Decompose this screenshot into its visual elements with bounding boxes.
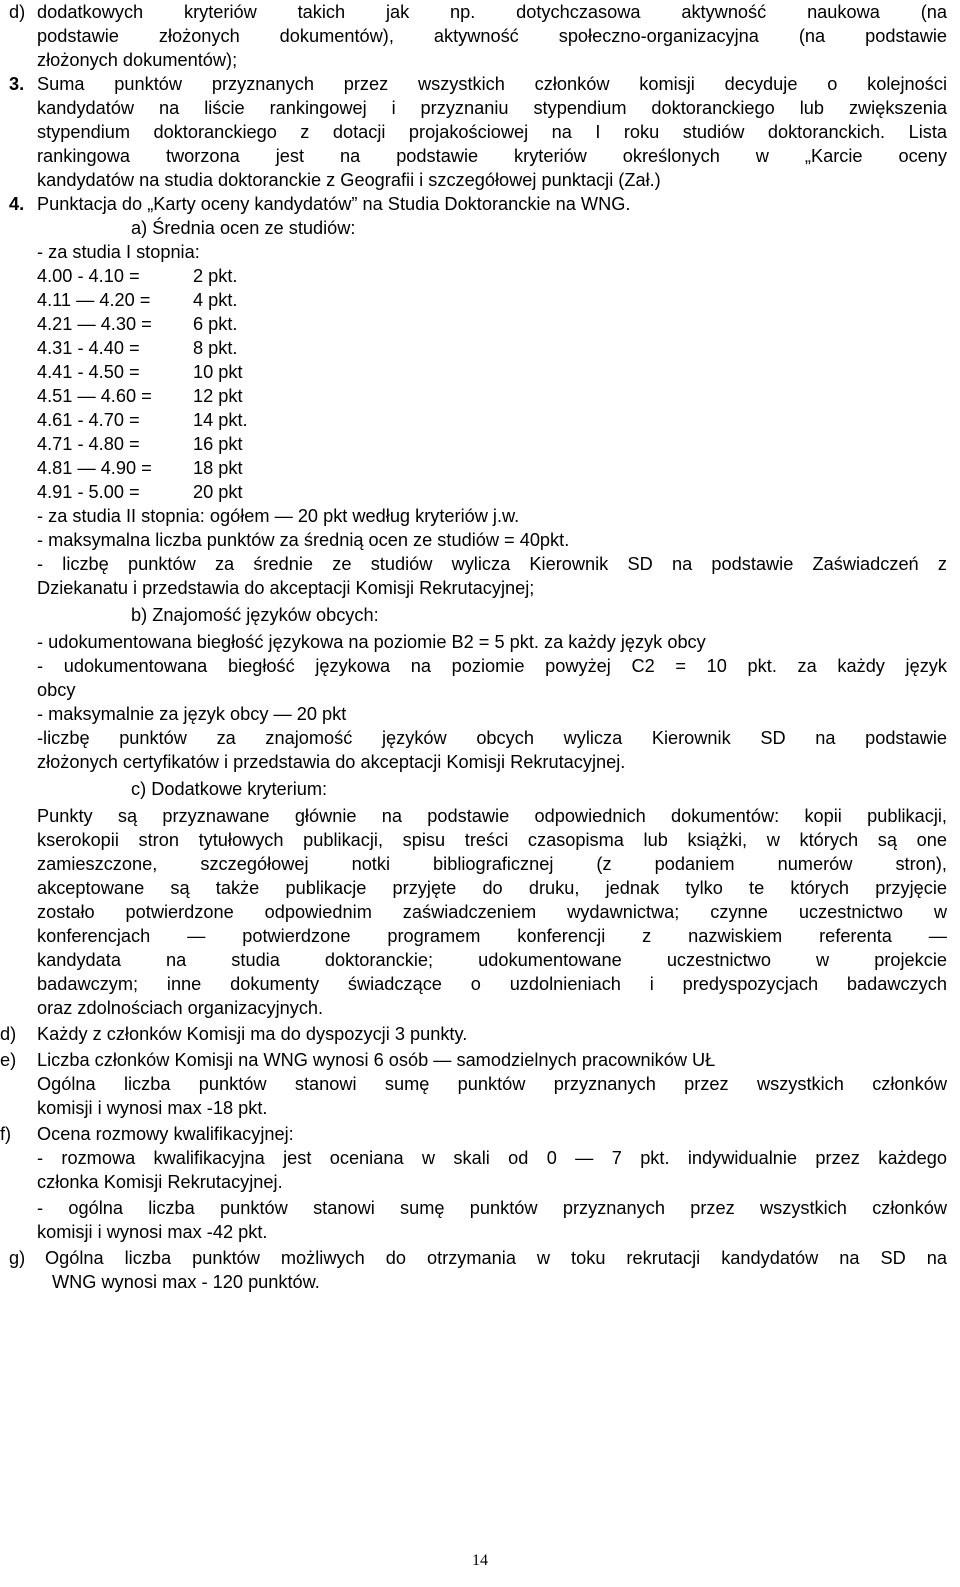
item-e-marker: e) [0,1050,17,1070]
c-line: oraz zdolnościach organizacyjnych. [37,998,324,1018]
item-d-top-marker: d) [9,2,26,22]
c-line: kserokopii stron tytułowych publikacji, spisu treści czasopisma lub książki, w których są one [37,830,947,850]
item-e-text: Liczba członków Komisji na WNG wynosi 6 osób — samodzielnych pracowników UŁ [37,1050,716,1070]
b-calc-line-1: -liczbę punktów za znajomość języków obcych wylicza Kierownik SD na podstawie [37,728,947,748]
item-d-top-line-3: złożonych dokumentów); [37,50,238,70]
c-heading: c) Dodatkowe kryterium: [131,779,328,799]
item-f-line-3: - ogólna liczba punktów stanowi sumę punktów przyznanych przez wszystkich członków [37,1198,947,1218]
item-d-top-text: dodatkowych kryteriów takich jak np. dotychczasowa aktywność naukowa (na [37,2,947,22]
item-d-top-line-2: podstawie złożonych dokumentów), aktywność społeczno-organizacyjna (na podstawie [37,26,947,46]
grade-points: 8 pkt. [193,338,238,358]
item-d-marker: d) [0,1024,17,1044]
item-g-line-1: Ogólna liczba punktów możliwych do otrzymania w toku rekrutacji kandydatów na SD na [45,1248,947,1268]
section-3-line-3: stypendium doktoranckiego z dotacji projakościowej na I roku studiów doktoranckich. Lista [37,122,947,142]
grade-points: 10 pkt [193,362,243,382]
grade-points: 12 pkt [193,386,243,406]
item-e-cont-2: komisji i wynosi max -18 pkt. [37,1098,268,1118]
item-f-text: Ocena rozmowy kwalifikacyjnej: [37,1124,294,1144]
a-first-degree: - za studia I stopnia: [37,242,200,262]
grade-points: 16 pkt [193,434,243,454]
item-d-text: Każdy z członków Komisji ma do dyspozycji 3 punkty. [37,1024,468,1044]
b-heading: b) Znajomość języków obcych: [131,605,379,625]
section-3-line-4: rankingowa tworzona jest na podstawie kryteriów określonych w „Karcie oceny [37,146,947,166]
grade-range: 4.21 — 4.30 = [37,314,152,334]
item-f-line-1: - rozmowa kwalifikacyjna jest oceniana w skali od 0 — 7 pkt. indywidualnie przez każdego [37,1148,947,1168]
page-number: 14 [472,1552,488,1569]
b-line-3: - maksymalnie za język obcy — 20 pkt [37,704,347,724]
item-g-line-2: WNG wynosi max - 120 punktów. [52,1272,320,1292]
item-f-line-4: komisji i wynosi max -42 pkt. [37,1222,268,1242]
grade-range: 4.91 - 5.00 = [37,482,140,502]
b-calc-line-2: złożonych certyfikatów i przedstawia do akceptacji Komisji Rekrutacyjnej. [37,752,626,772]
section-3-text: Suma punktów przyznanych przez wszystkich członków komisji decyduje o kolejności [37,74,947,94]
section-3-line-5: kandydatów na studia doktoranckie z Geografii i szczegółowej punktacji (Zał.) [37,170,661,190]
section-4-number: 4. [9,194,25,214]
item-f-line-2: członka Komisji Rekrutacyjnej. [37,1172,283,1192]
c-line: Punkty są przyznawane głównie na podstawie odpowiednich dokumentów: kopii publikacji, [37,806,947,826]
b-line-2-cont: obcy [37,680,76,700]
grade-range: 4.51 — 4.60 = [37,386,152,406]
grade-range: 4.81 — 4.90 = [37,458,152,478]
b-line-1: - udokumentowana biegłość językowa na poziomie B2 = 5 pkt. za każdy język obcy [37,632,706,652]
item-f-marker: f) [0,1124,12,1144]
grade-points: 14 pkt. [193,410,248,430]
b-line-2: - udokumentowana biegłość językowa na poziomie powyżej C2 = 10 pkt. za każdy język [37,656,947,676]
section-4-title: Punktacja do „Karty oceny kandydatów” na Studia Doktoranckie na WNG. [37,194,631,214]
item-g-marker: g) [9,1248,26,1268]
a-second-degree: - za studia II stopnia: ogółem — 20 pkt według kryteriów j.w. [37,506,520,526]
a-max: - maksymalna liczba punktów za średnią ocen ze studiów = 40pkt. [37,530,570,550]
item-e-cont-1: Ogólna liczba punktów stanowi sumę punktów przyznanych przez wszystkich członków [37,1074,947,1094]
c-line: zamieszczone, szczegółowej notki bibliograficznej (z podaniem numerów stron), [37,854,947,874]
c-line: kandydata na studia doktoranckie; udokumentowane uczestnictwo w projekcie [37,950,947,970]
a-calc-line-1: - liczbę punktów za średnie ze studiów wylicza Kierownik SD na podstawie Zaświadczeń z [37,554,947,574]
grade-points: 6 pkt. [193,314,238,334]
grade-range: 4.11 — 4.20 = [37,290,151,310]
grade-points: 4 pkt. [193,290,238,310]
a-calc-line-2: Dziekanatu i przedstawia do akceptacji Komisji Rekrutacyjnej; [37,578,535,598]
a-heading: a) Średnia ocen ze studiów: [131,218,356,238]
grade-points: 18 pkt [193,458,243,478]
section-3-line-2: kandydatów na liście rankingowej i przyznaniu stypendium doktoranckiego lub zwiększenia [37,98,947,118]
section-3-number: 3. [9,74,25,94]
grade-points: 20 pkt [193,482,243,502]
c-line: konferencjach — potwierdzone programem konferencji z nazwiskiem referenta — [37,926,947,946]
grade-range: 4.41 - 4.50 = [37,362,140,382]
grade-range: 4.00 - 4.10 = [37,266,140,286]
grade-range: 4.31 - 4.40 = [37,338,140,358]
c-line: akceptowane są także publikacje przyjęte do druku, jednak tylko te których przyjęcie [37,878,947,898]
c-line: zostało potwierdzone odpowiednim zaświadczeniem wydawnictwa; czynne uczestnictwo w [37,902,947,922]
grade-points: 2 pkt. [193,266,238,286]
grade-range: 4.71 - 4.80 = [37,434,140,454]
c-line: badawczym; inne dokumenty świadczące o uzdolnieniach i predyspozycjach badawczych [37,974,947,994]
grade-range: 4.61 - 4.70 = [37,410,140,430]
